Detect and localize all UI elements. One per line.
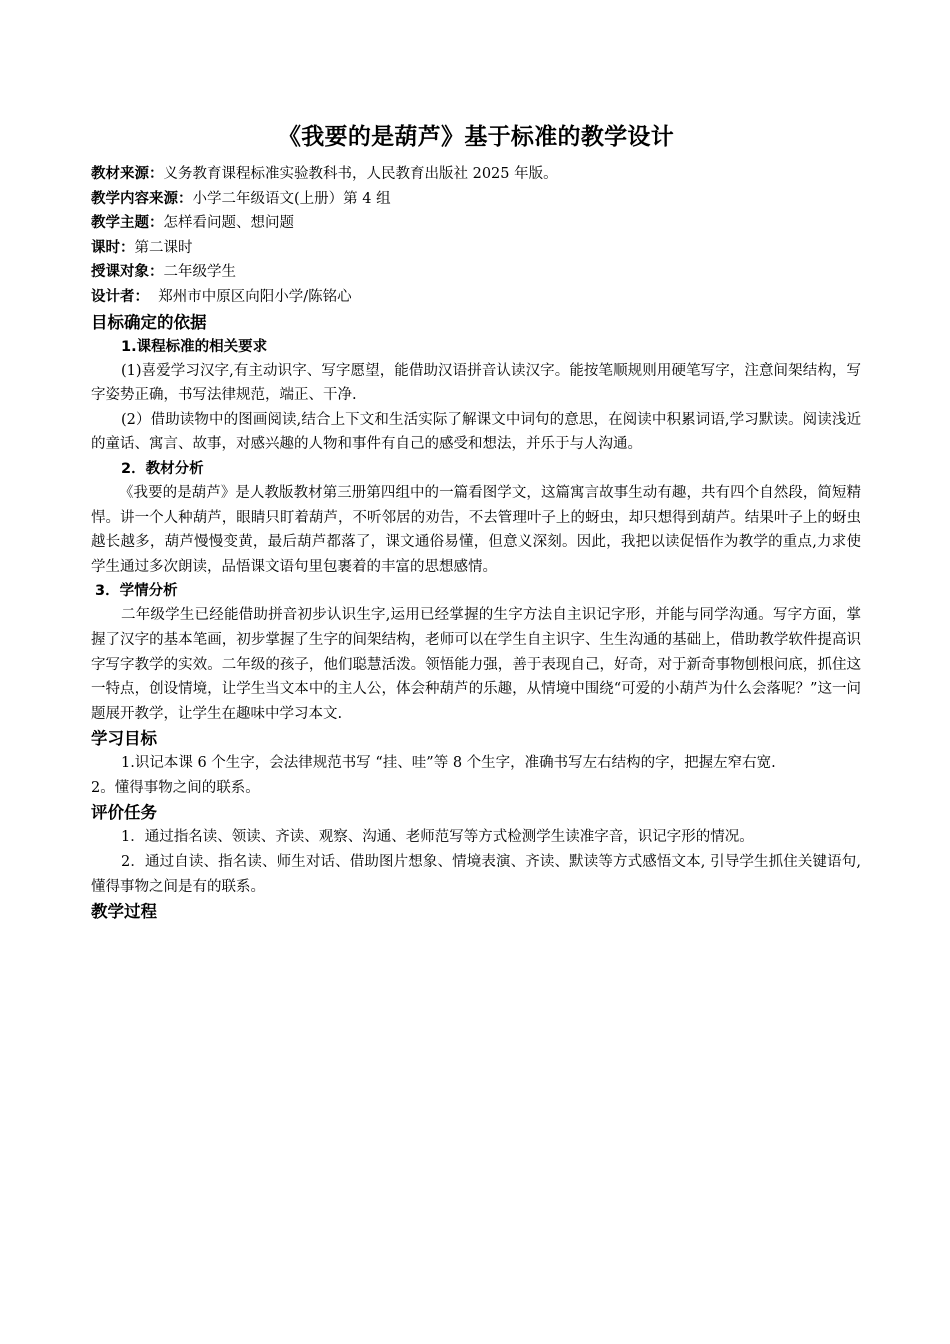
meta-row-designer bbox=[91, 285, 861, 310]
meta-row-source bbox=[91, 162, 861, 187]
subheading-textbook-analysis: 2．教材分析 bbox=[121, 460, 204, 477]
meta-value: 怎样看问题、想问题 bbox=[163, 215, 294, 232]
meta-key: 教学主题： bbox=[91, 215, 164, 232]
document-content bbox=[91, 118, 861, 924]
paragraph-curriculum-2: (2）借助读物中的图画阅读,结合上下文和生活实际了解课文中词句的意思，在阅读中积累词语,学习默读。阅读浅近的童话、寓言、故事，对感兴趣的人物和事件有自己的感受和想法，并乐于与人沟通。 bbox=[91, 411, 861, 453]
meta-row-content-source bbox=[91, 187, 861, 212]
section-heading-evaluation: 评价任务 bbox=[91, 803, 157, 823]
meta-key: 教材来源： bbox=[91, 166, 164, 182]
paragraph-curriculum-1: (1)喜爱学习汉字,有主动识字、写字愿望，能借助汉语拼音认读汉字。能按笔顺规则用硬笔写字，注意间架结构，写字姿势正确，书写法律规范，端正、干净. bbox=[91, 362, 861, 404]
paragraph-goal-2: 2。懂得事物之间的联系。 bbox=[91, 779, 260, 796]
meta-row-period bbox=[91, 236, 861, 261]
paragraph-eval-2: 2．通过自读、指名读、师生对话、借助图片想象、情境表演、齐读、默读等方式感悟文本, 引导学生抓住关键语句, 懂得事物之间是有的联系。 bbox=[91, 854, 861, 895]
paragraph-goal-1: 1.识记本课 6 个生字，会法律规范书写 “挂、哇”等 8 个生字，准确书写左右结构的字，把握左窄右宽. bbox=[121, 755, 776, 772]
meta-key: 授课对象： bbox=[91, 264, 164, 281]
subheading-learner-analysis: 3．学情分析 bbox=[95, 583, 178, 600]
meta-key: 课时： bbox=[91, 239, 135, 256]
meta-value: 第二课时 bbox=[134, 239, 193, 256]
document-title: 《我要的是葫芦》基于标准的教学设计 bbox=[277, 124, 675, 150]
paragraph-eval-1: 1．通过指名读、领读、齐读、观察、沟通、老师范写等方式检测学生读准字音，识记字形的情况。 bbox=[121, 829, 754, 846]
meta-row-audience bbox=[91, 260, 861, 285]
subheading-curriculum: 1.课程标准的相关要求 bbox=[121, 338, 268, 355]
meta-value: 二年级学生 bbox=[163, 264, 236, 281]
meta-value: 义务教育课程标准实验教科书，人民教育出版社 2025 年版。 bbox=[163, 166, 558, 182]
meta-row-theme bbox=[91, 211, 861, 236]
paragraph-learner-analysis: 二年级学生已经能借助拼音初步认识生字,运用已经掌握的生字方法自主识记字形，并能与同学沟通。写字方面，掌握了汉字的基本笔画，初步掌握了生字的间架结构，老师可以在学生自主识字、生生沟通的基础上，借助教学软件提高识字写字教学的实效。二年级的孩子，他们聪慧活泼。领悟能力强，善于表现自己，好奇，对于新奇事物刨根问底，抓住这一特点，创设情境，让学生当文本中的主人公，体会种葫芦的乐趣，从情境中围绕“可爱的小葫芦为什么会落呢？”这一问题展开教学，让学生在趣味中学习本文. bbox=[91, 607, 861, 722]
section-heading-goals: 学习目标 bbox=[91, 729, 157, 749]
paragraph-textbook-analysis: 《我要的是葫芦》是人教版教材第三册第四组中的一篇看图学文，这篇寓言故事生动有趣，共有四个自然段，简短精悍。讲一个人种葫芦，眼睛只盯着葫芦，不听邻居的劝告，不去管理叶子上的蚜虫，却只想得到葫芦。结果叶子上的蚜虫越长越多，葫芦慢慢变黄，最后葫芦都落了，课文通俗易懂，但意义深刻。因此，我把以读促悟作为教学的重点,力求使学生通过多次朗读，品悟课文语句里包裹着的丰富的思想感情。 bbox=[91, 484, 861, 575]
meta-value: 小学二年级语文(上册）第 4 组 bbox=[192, 190, 391, 207]
meta-key: 教学内容来源： bbox=[91, 190, 193, 207]
meta-key: 设计者： bbox=[91, 288, 149, 305]
section-heading-basis: 目标确定的依据 bbox=[91, 312, 207, 332]
meta-value: 郑州市中原区向阳小学/陈铭心 bbox=[149, 288, 352, 305]
section-heading-process: 教学过程 bbox=[91, 902, 157, 922]
